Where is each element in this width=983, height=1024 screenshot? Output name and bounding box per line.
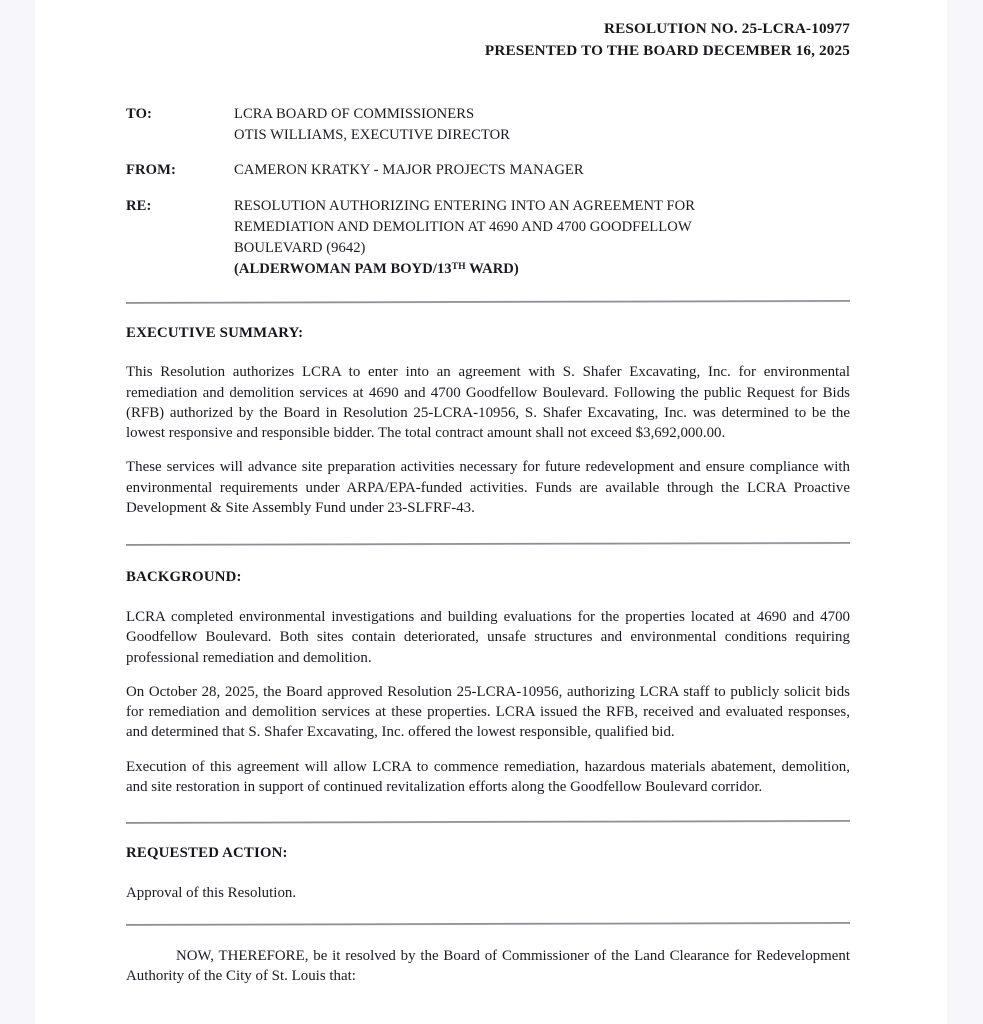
section-requested-action: [126, 845, 850, 903]
background-paragraph-1: LCRA completed environmental investigations and building evaluations for the properties located at 4690 and 4700 Goodfellow Boulevard. Both sites contain deteriorated, unsafe structures and environmental conditions requiring professional remediation and demolition.: [126, 609, 850, 666]
executive-summary-heading: EXECUTIVE SUMMARY:: [126, 325, 304, 342]
section-executive-summary: [126, 325, 850, 518]
memo-value-re: [234, 196, 850, 281]
section-divider-3: [126, 822, 850, 824]
memo-value-to: [234, 104, 850, 146]
memo-re-ward-line: [234, 259, 850, 280]
background-paragraph-2: On October 28, 2025, the Board approved Resolution 25-LCRA-10956, authorizing LCRA staff to publicly solicit bids for remediation and demolition services at these properties. LCRA issued the RFB, received and evaluated responses, and determined that S. Shafer Excavating, Inc. offered the lowest responsible, qualified bid.: [126, 683, 850, 741]
document-header: [126, 0, 850, 61]
memo-re-line-1: RESOLUTION AUTHORIZING ENTERING INTO AN AGREEMENT FOR: [234, 197, 695, 214]
memo-label-from: FROM:: [126, 162, 176, 179]
document-content-column: [126, 0, 850, 986]
memo-from-line-1: CAMERON KRATKY - MAJOR PROJECTS MANAGER: [234, 162, 584, 179]
executive-summary-paragraph-2: These services will advance site preparation activities necessary for future redevelopment and ensure compliance with environmental requirements under ARPA/EPA-funded activities. Funds are available through the LCRA Proactive Development & Site Assembly Fund under 23-SLFRF-43.: [126, 459, 850, 516]
section-divider-4: [126, 924, 850, 926]
section-divider-1: [126, 302, 850, 304]
requested-action-paragraph-1: Approval of this Resolution.: [126, 885, 297, 902]
background-paragraph-3: Execution of this agreement will allow LCRA to commence remediation, hazardous materials abatement, demolition, and site restoration in support of continued revitalization efforts along the Goodfellow Boulevard corridor.: [126, 758, 850, 795]
memo-row-to: [126, 104, 850, 146]
document-page: [35, 0, 947, 1024]
memo-block: [126, 104, 850, 280]
executive-summary-paragraph-1: This Resolution authorizes LCRA to enter into an agreement with S. Shafer Excavating, Inc. for environmental remediation and demolition services at 4690 and 4700 Goodfellow Boulevard. Following the public Request for Bids (RFB) authorized by the Board in Resolution 25-LCRA-10956, S. Shafer Excavating, Inc. was determined to be the lowest responsive and responsible bidder. The total contract amount shall not exceed $3,692,000.00.: [126, 364, 850, 442]
spacer: [126, 518, 850, 544]
memo-label-to: TO:: [126, 106, 152, 123]
resolution-number-line: RESOLUTION NO. 25-LCRA-10977: [604, 20, 850, 37]
memo-value-from: [234, 160, 850, 181]
board-presentation-line: PRESENTED TO THE BOARD DECEMBER 16, 2025: [484, 41, 850, 59]
memo-to-line-1: LCRA BOARD OF COMMISSIONERS: [234, 106, 475, 123]
section-background: [126, 569, 850, 797]
memo-row-re: [126, 196, 850, 281]
spacer: [126, 797, 850, 822]
memo-re-line-2: REMEDIATION AND DEMOLITION AT 4690 AND 4700 GOODFELLOW: [234, 218, 692, 235]
section-divider-2: [126, 544, 850, 546]
ward-line-postfix: WARD): [465, 261, 519, 278]
horizontal-rule: [126, 300, 850, 304]
resolved-clause-paragraph-1: NOW, THEREFORE, be it resolved by the Board of Commissioner of the Land Clearance for Redevelopment Authority of the City of St. Louis that:: [126, 947, 850, 984]
requested-action-heading: REQUESTED ACTION:: [126, 845, 288, 862]
memo-to-line-2: OTIS WILLIAMS, EXECUTIVE DIRECTOR: [234, 127, 510, 144]
background-heading: BACKGROUND:: [126, 569, 242, 586]
spacer: [126, 904, 850, 924]
ward-ordinal-suffix: TH: [451, 261, 466, 273]
horizontal-rule: [126, 820, 850, 824]
memo-re-line-3: BOULEVARD (9642): [234, 239, 366, 256]
section-resolved-clause: [126, 946, 850, 987]
memo-row-from: [126, 160, 850, 181]
ward-line-prefix: (ALDERWOMAN PAM BOYD/13: [234, 261, 452, 278]
memo-label-re: RE:: [126, 197, 152, 214]
